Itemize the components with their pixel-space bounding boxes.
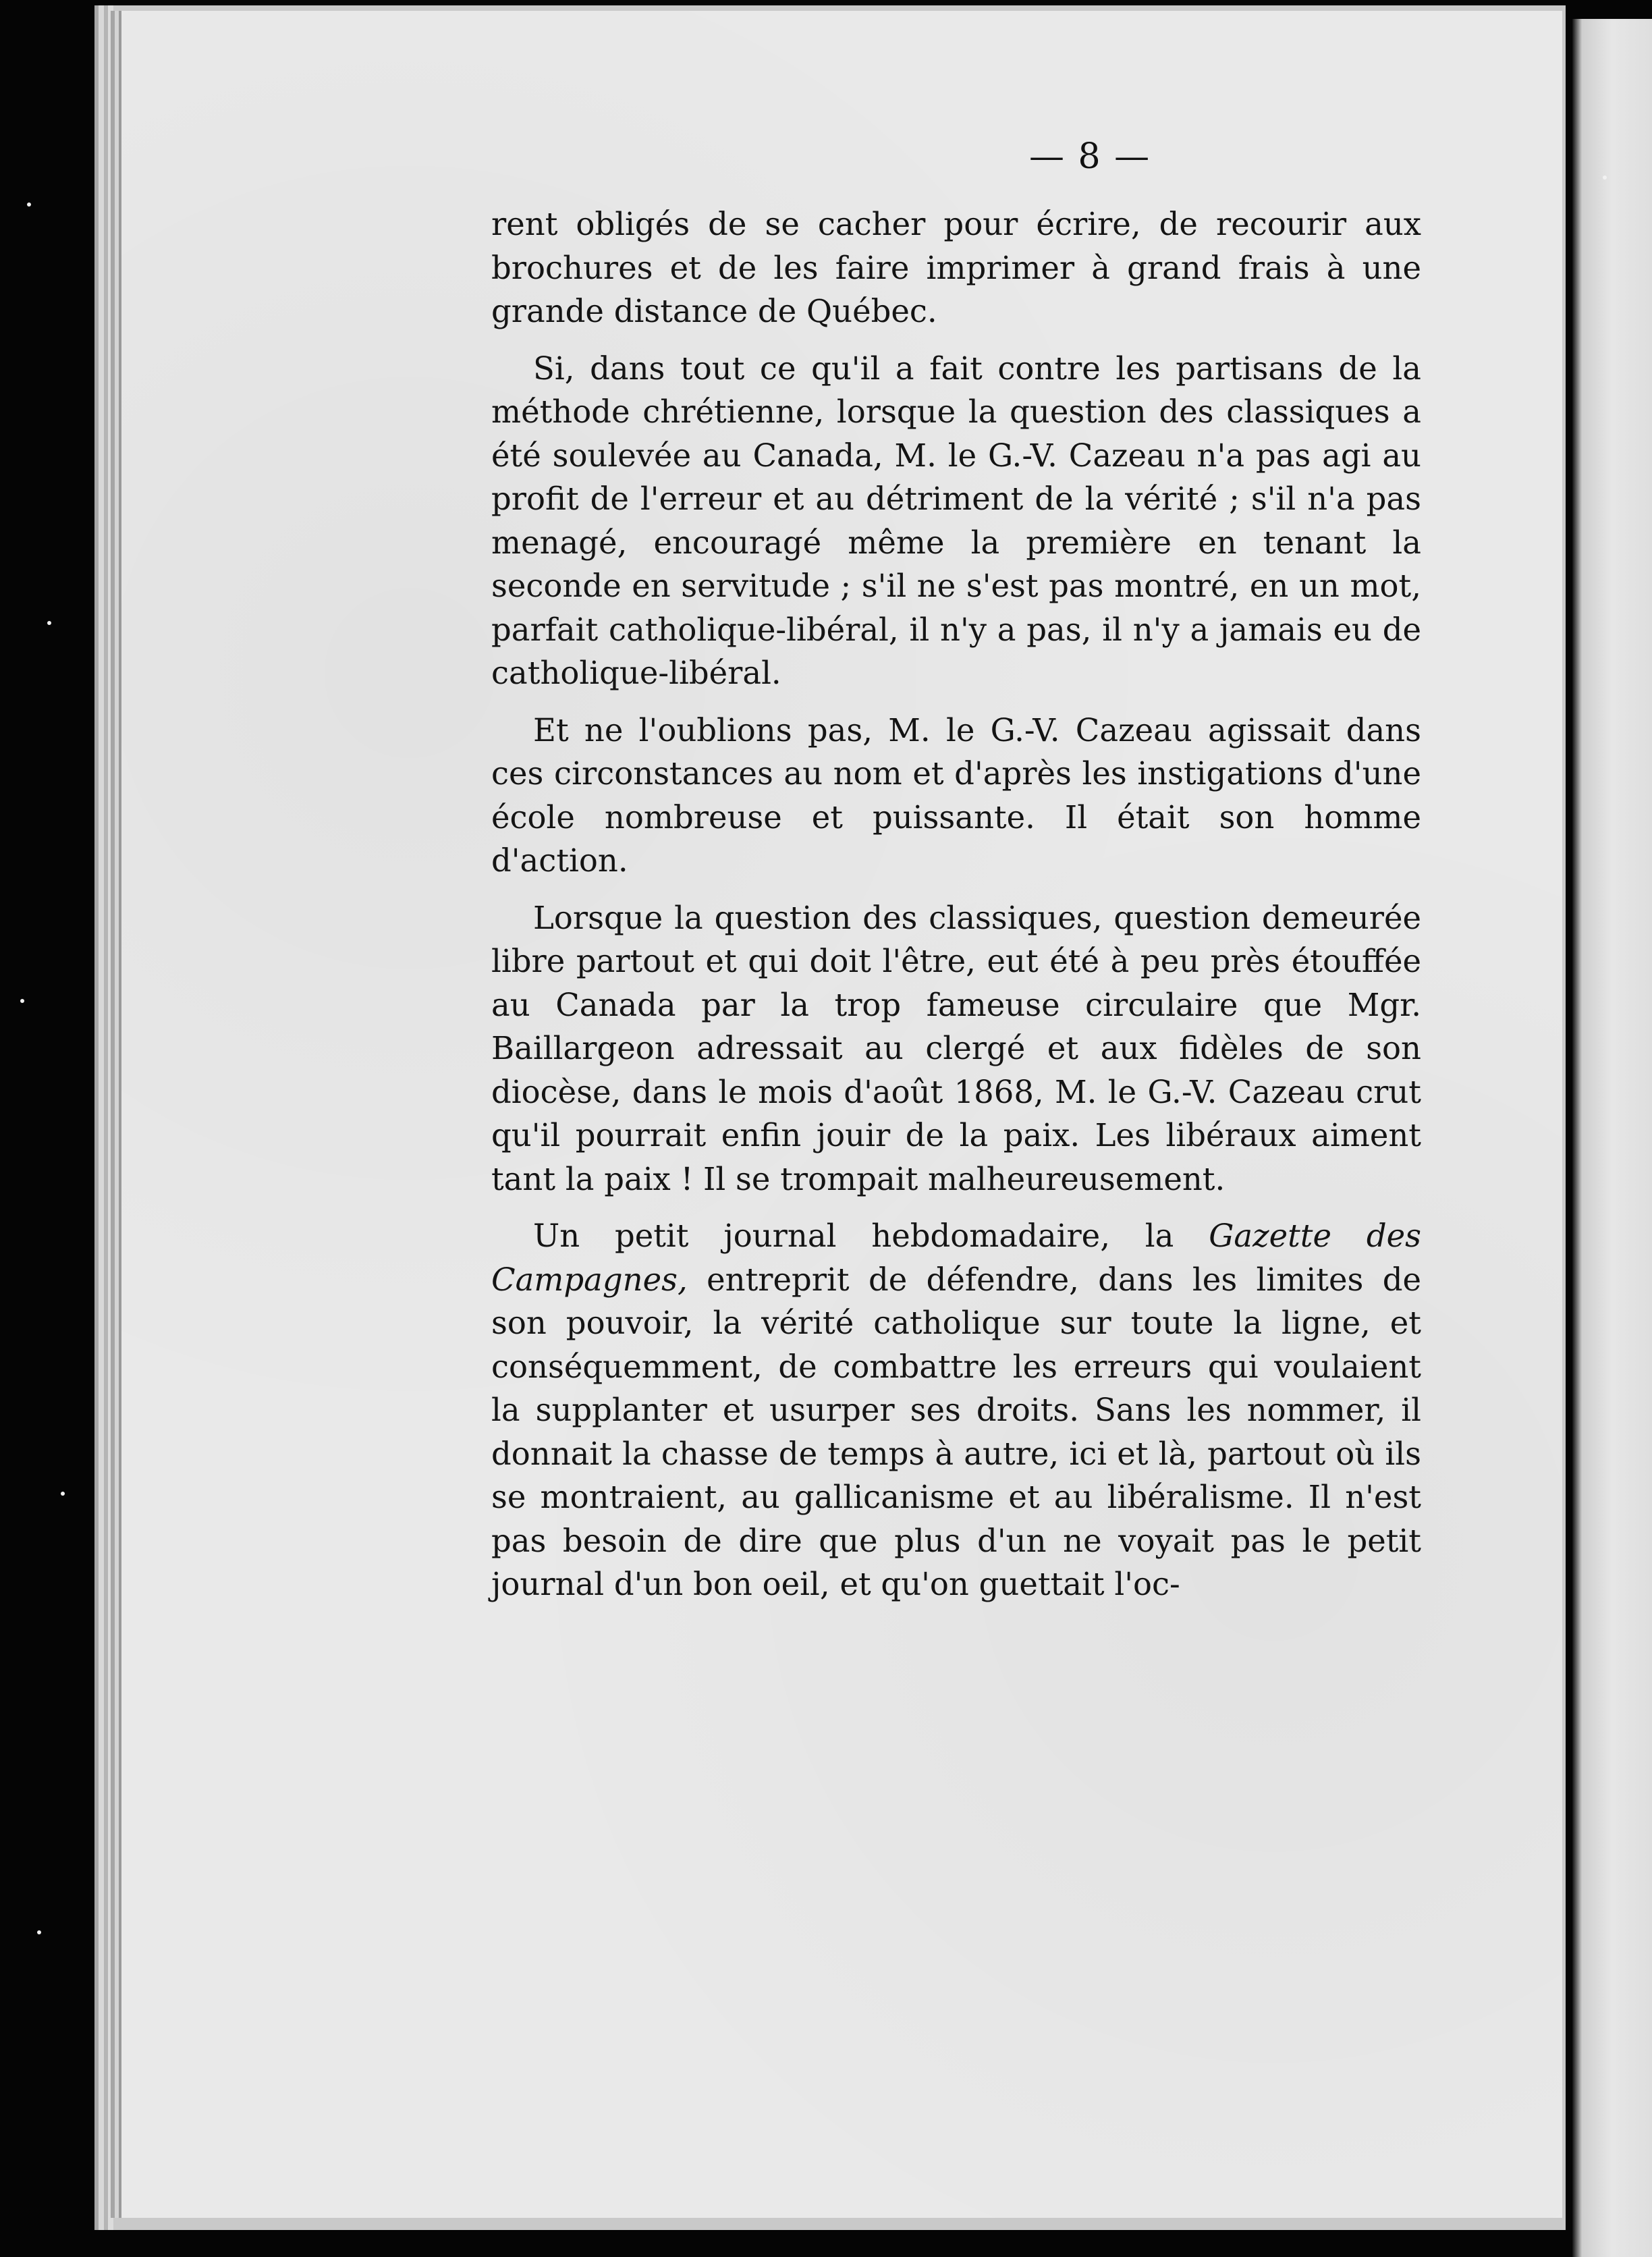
page-number: — 8 — [1029,136,1151,177]
paragraph-4: Lorsque la question des classiques, question demeurée libre partout et qui doit l'être, eut été à peu près étouffée au Canada par la trop fameuse circulaire que Mgr. Baillargeon adressait au clergé et aux fidèles de son diocèse, dans le mois d'août 1868, M. le G.-V. Cazeau crut qu'il pourrait enfin jouir de la paix. Les libéraux aiment tant la paix ! Il se trompait malheureusement. [491,899,1421,1197]
scan-speck [27,202,31,207]
body-text [491,202,1421,1620]
scan-speck [20,999,24,1003]
scan-speck [47,621,51,625]
paragraph-1: rent obligés de se cacher pour écrire, de recourir aux brochures et de les faire imprimer à grand frais à une grande distance de Québec. [491,206,1421,329]
paragraph-2: Si, dans tout ce qu'il a fait contre les partisans de la méthode chrétienne, lorsque la question des classiques a été soulevée au Canada, M. le G.-V. Cazeau n'a pas agi au profit de l'erreur et au détriment de la vérité ; s'il n'a pas menagé, encouragé même la première en tenant la seconde en servitude ; s'il ne s'est pas montré, en un mot, parfait catholique-libéral, il n'y a pas, il n'y a jamais eu de catholique-libéral. [491,350,1421,691]
newspaper-title: Gazette des Campagnes, [491,1218,1421,1298]
scan-speck [61,1492,65,1496]
scan-speck [1603,175,1607,180]
facing-page-edge [1572,19,1652,2257]
paragraph-3: Et ne l'oublions pas, M. le G.-V. Cazeau agissait dans ces circonstances au nom et d'après les instigations d'une école nombreuse et puissante. Il était son homme d'action. [491,711,1421,879]
paragraph-5 [491,1214,1421,1606]
scan-speck [37,1930,41,1934]
paragraph-5-lead: Un petit journal hebdomadaire, la [533,1218,1209,1254]
paragraph-5-rest: entreprit de défendre, dans les limites de son pouvoir, la vérité catholique sur toute la ligne, et conséquemment, de combattre les erreurs qui voulaient la supplanter et usurper ses droits. Sans les nommer, il donnait la chasse de temps à autre, ici et là, partout où ils se montraient, au gallicanisme et au libéralisme. Il n'est pas besoin de dire que plus d'un ne voyait pas le petit journal d'un bon oeil, et qu'on guettait l'oc- [491,1261,1421,1602]
